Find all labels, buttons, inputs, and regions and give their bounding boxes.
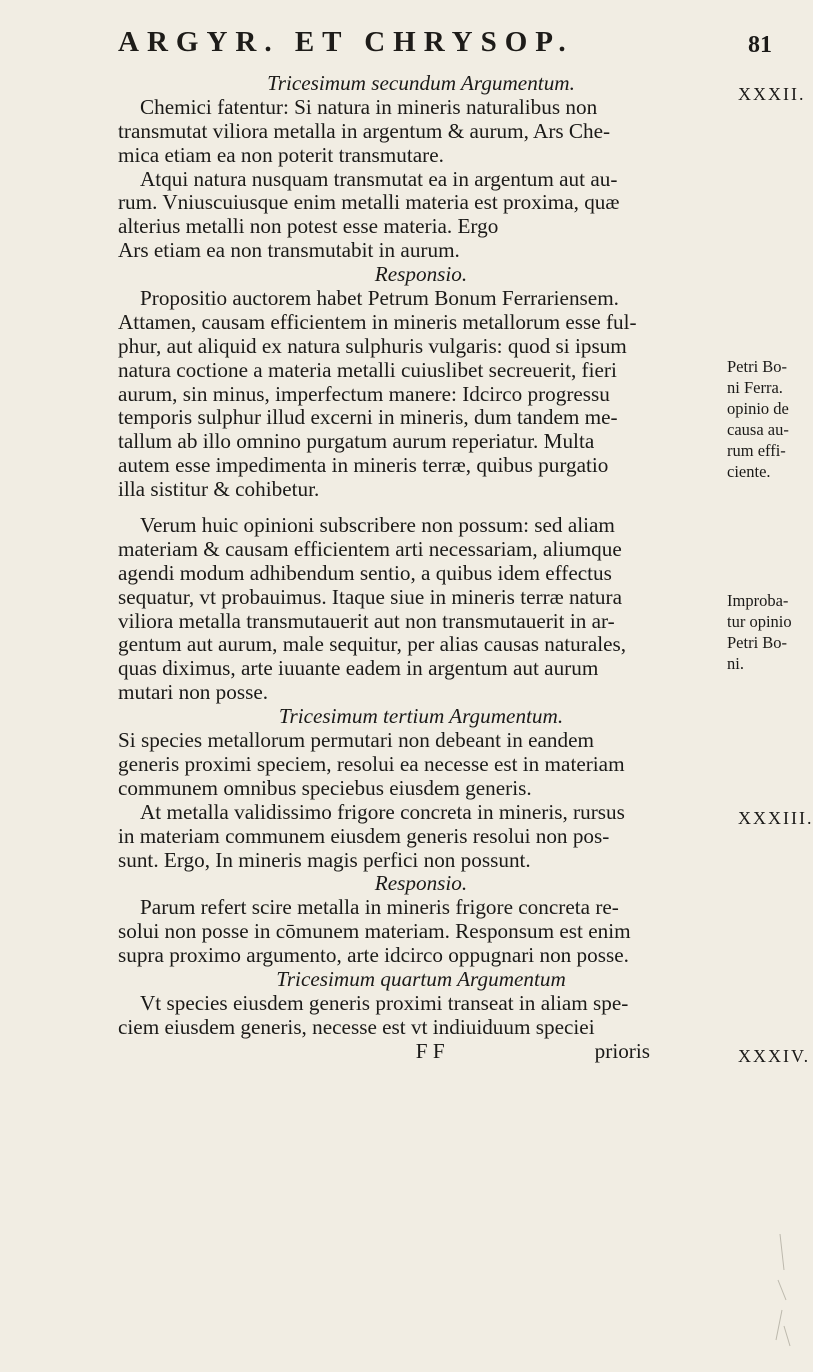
text-line: tallum ab illo omnino purgatum aurum reperiatur. Multa bbox=[118, 429, 595, 454]
text-line: materiam & causam efficientem arti necessariam, aliumque bbox=[118, 536, 622, 561]
text-line: autem esse impedimenta in mineris terræ, quibus purgatio bbox=[118, 453, 609, 478]
signature-line bbox=[118, 1040, 724, 1064]
text-line: viliora metalla transmutauerit aut non transmutauerit in ar- bbox=[118, 608, 615, 633]
text-line: phur, aut aliquid ex natura sulphuris vulgaris: quod si ipsum bbox=[118, 333, 627, 358]
text-line: mica etiam ea non poterit transmutare. bbox=[118, 142, 444, 167]
marginal-note-line: Improba- bbox=[727, 591, 789, 610]
text-line: supra proximo argumento, arte idcirco oppugnari non posse. bbox=[118, 943, 629, 968]
text-line: gentum aut aurum, male sequitur, per alias causas naturales, bbox=[118, 632, 627, 657]
text-line: generis proximi speciem, resolui ea necesse est in materiam bbox=[118, 751, 625, 776]
text-line: in materiam communem eiusdem generis resolui non pos- bbox=[118, 823, 610, 848]
marginal-note bbox=[727, 356, 799, 482]
marginal-note-line: tur opinio bbox=[727, 612, 792, 631]
text-line: Atqui natura nusquam transmutat ea in argentum aut au- bbox=[140, 166, 618, 191]
text-line: Attamen, causam efficientem in mineris metallorum esse ful- bbox=[118, 309, 637, 334]
page-header bbox=[0, 22, 800, 62]
text-line: quas diximus, arte iuuante eadem in argentum aut aurum bbox=[118, 656, 599, 681]
marginal-note-line: causa au- bbox=[727, 420, 789, 439]
section-heading: Tricesimum quartum Argumentum bbox=[276, 966, 566, 991]
text-line: transmutat viliora metalla in argentum & aurum, Ars Che- bbox=[118, 118, 611, 143]
text-line: At metalla validissimo frigore concreta in mineris, rursus bbox=[140, 799, 625, 824]
text-line: illa sistitur & cohibetur. bbox=[118, 477, 320, 502]
text-line: mutari non posse. bbox=[118, 680, 269, 705]
marginal-note-line: opinio de bbox=[727, 399, 789, 418]
section-heading: Tricesimum secundum Argumentum. bbox=[267, 71, 575, 95]
body-text bbox=[118, 72, 724, 1064]
section-heading: Tricesimum tertium Argumentum. bbox=[278, 704, 564, 729]
text-line: Si species metallorum permutari non debeant in eandem bbox=[118, 728, 594, 753]
chapter-number: XXXIV. bbox=[738, 1046, 811, 1066]
text-line: Verum huic opinioni subscribere non possum: sed aliam bbox=[140, 513, 615, 538]
text-line: communem omnibus speciebus eiusdem generis. bbox=[118, 775, 532, 800]
text-line: Vt species eiusdem generis proximi transeat in aliam spe- bbox=[140, 990, 629, 1015]
text-line: agendi modum adhibendum sentio, a quibus idem effectus bbox=[118, 560, 612, 585]
signature-mark: F F bbox=[415, 1038, 445, 1063]
text-line: Chemici fatentur: Si natura in mineris naturalibus non bbox=[140, 94, 598, 119]
chapter-number: XXXIII. bbox=[738, 808, 813, 828]
marginal-note-line: rum effi- bbox=[727, 441, 786, 460]
catchword: prioris bbox=[594, 1038, 650, 1063]
running-head: ARGYR. ET CHRYSOP. bbox=[118, 26, 574, 58]
text-line: ciem eiusdem generis, necesse est vt indiuiduum speciei bbox=[118, 1014, 595, 1039]
text-line: aurum, sin minus, imperfectum manere: Idcirco progressu bbox=[118, 381, 610, 406]
text-line: rum. Vniuscuiusque enim metalli materia est proxima, quæ bbox=[118, 190, 620, 215]
text-line: sequatur, vt probauimus. Itaque siue in mineris terræ natura bbox=[118, 584, 622, 609]
section-heading: Responsio. bbox=[374, 871, 468, 896]
marginal-note-line: ciente. bbox=[727, 462, 771, 481]
text-line: Propositio auctorem habet Petrum Bonum Ferrariensem. bbox=[140, 286, 619, 311]
marginal-note bbox=[727, 590, 799, 674]
chapter-number: XXXII. bbox=[738, 84, 806, 104]
marginal-note-line: ni. bbox=[727, 654, 744, 673]
text-line: sunt. Ergo, In mineris magis perfici non possunt. bbox=[118, 847, 531, 872]
marginal-note-line: Petri Bo- bbox=[727, 357, 788, 376]
ink-smudge-mark bbox=[772, 1230, 794, 1350]
text-line: temporis sulphur illud excerni in mineris, dum tandem me- bbox=[118, 405, 618, 430]
section-heading: Responsio. bbox=[374, 262, 468, 287]
page-number: 81 bbox=[748, 32, 772, 58]
text-line: Parum refert scire metalla in mineris frigore concreta re- bbox=[140, 895, 619, 920]
marginal-note-line: ni Ferra. bbox=[727, 378, 783, 397]
text-line: natura coctione a materia metalli cuiuslibet secreuerit, fieri bbox=[118, 357, 617, 382]
text-line: Ars etiam ea non transmutabit in aurum. bbox=[118, 238, 460, 263]
text-line: alterius metalli non potest esse materia. Ergo bbox=[118, 214, 499, 239]
marginal-note-line: Petri Bo- bbox=[727, 633, 788, 652]
text-line: solui non posse in cōmunem materiam. Responsum est enim bbox=[118, 919, 631, 944]
